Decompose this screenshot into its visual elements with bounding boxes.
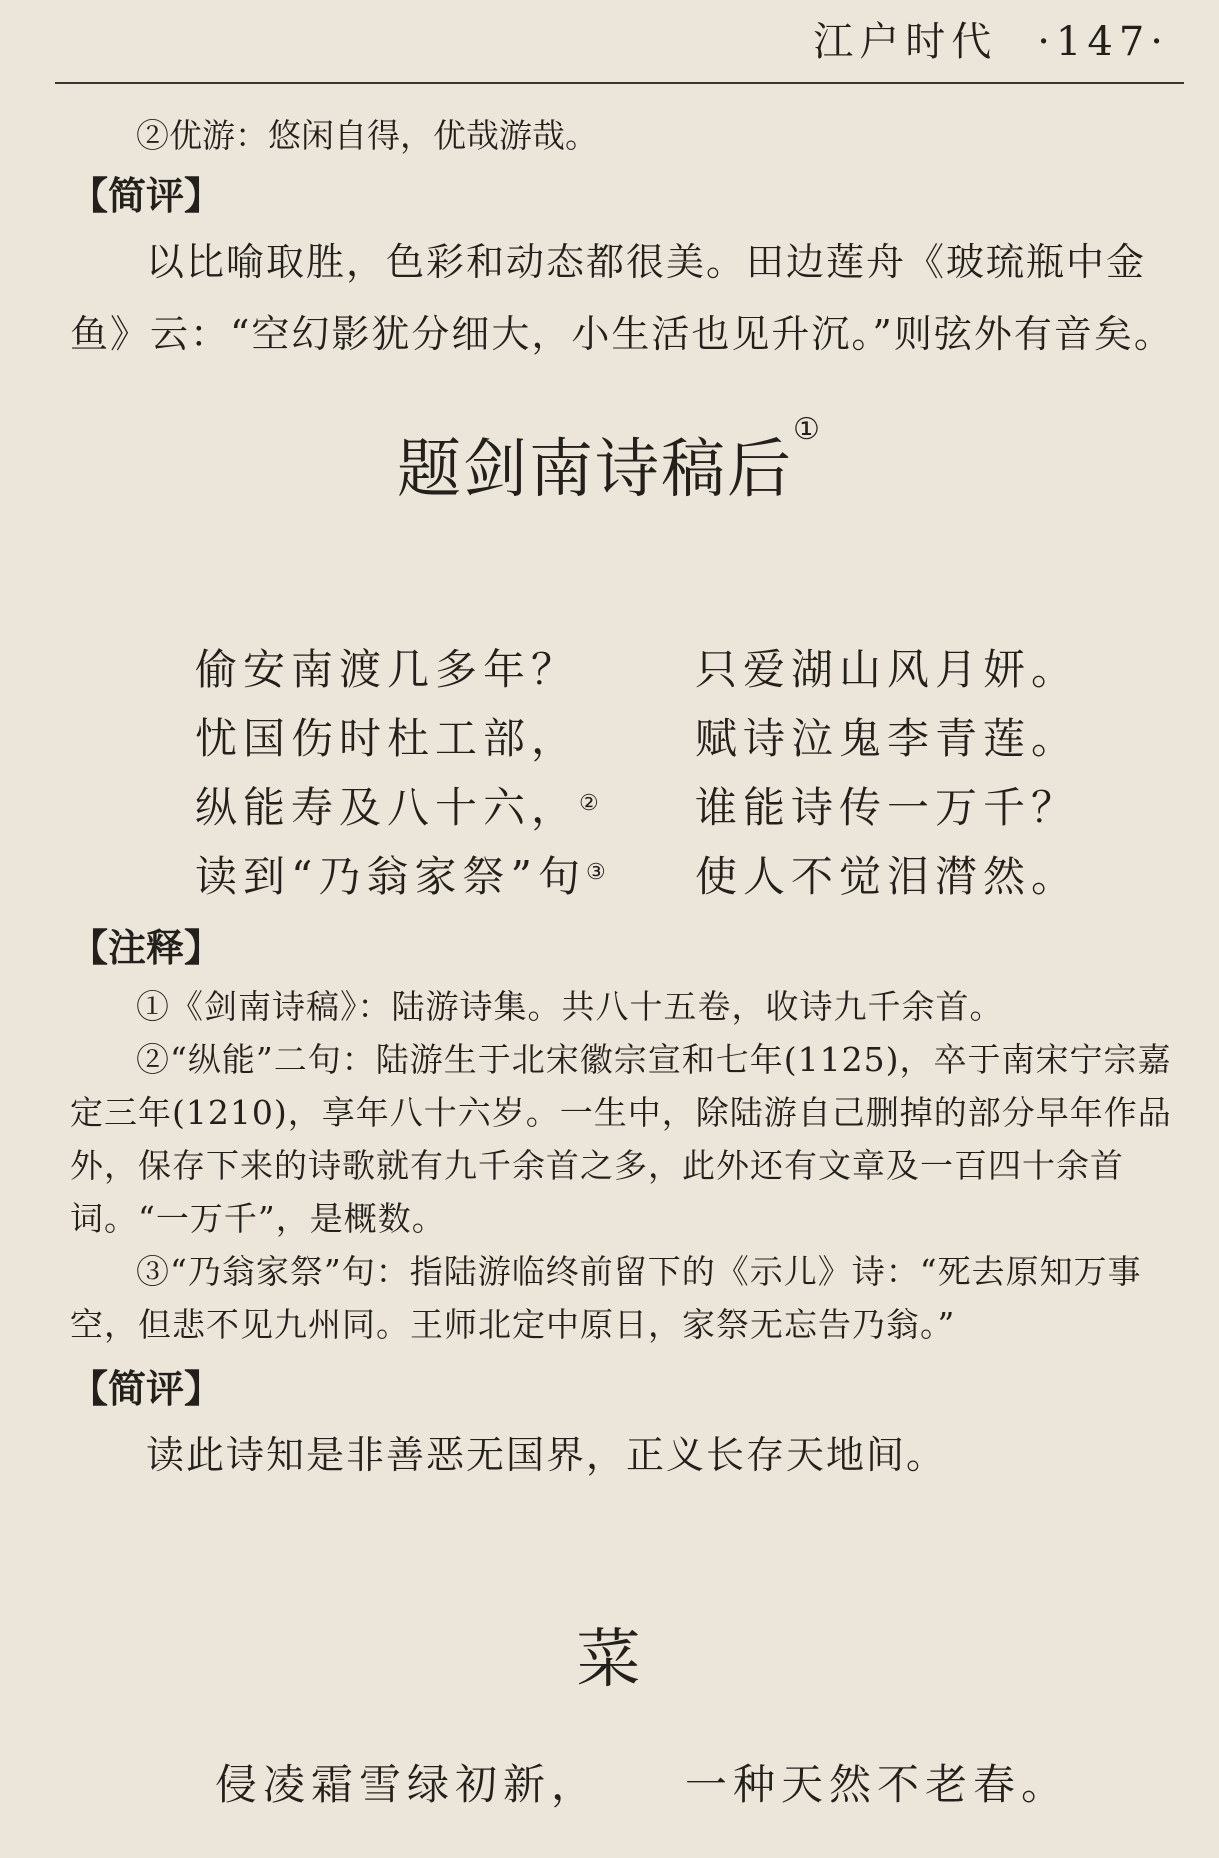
comment-heading: 【简评】 xyxy=(70,174,223,218)
page-number: ·147· xyxy=(1037,19,1169,65)
poem-line-first-half: 读到“乃翁家祭”句 xyxy=(195,852,586,901)
note-3: ③“乃翁家祭”句：指陆游临终前留下的《示儿》诗：“死去原知万事空，但悲不见九州同。王师北定中原日，家祭无忘告乃翁。” xyxy=(70,1252,1142,1344)
poem-line-first-half: 纵能寿及八十六， xyxy=(195,783,580,832)
poem-line xyxy=(215,1750,1115,1819)
poem-line-first-half: 侵凌霜雪绿初新， xyxy=(215,1760,600,1809)
poem-line-second-half: 谁能诗传一万千？ xyxy=(695,783,1080,832)
poem-line-second-half: 一种天然不老春。 xyxy=(685,1760,1070,1809)
poem-line-second-half: 只爱湖山风月妍。 xyxy=(695,645,1080,694)
poem-line xyxy=(195,842,1095,911)
note-1: ①《剑南诗稿》：陆游诗集。共八十五卷，收诗九千余首。 xyxy=(136,987,1004,1026)
poem-line xyxy=(195,773,1095,842)
poem-title xyxy=(0,412,1219,510)
previous-entry xyxy=(70,108,1179,370)
poem-line xyxy=(195,704,1095,773)
poem-title-text: 菜 xyxy=(576,1623,643,1697)
chapter-title: 江户时代 xyxy=(813,19,998,65)
poem-line-second-half: 赋诗泣鬼李青莲。 xyxy=(695,714,1080,763)
comment-text: 读此诗知是非善恶无国界，正义长存天地间。 xyxy=(146,1433,947,1477)
footnote-mark: ③ xyxy=(585,860,612,885)
poem-line-second-half: 使人不觉泪潸然。 xyxy=(695,852,1080,901)
poem-line xyxy=(195,635,1095,704)
header-rule xyxy=(55,82,1184,84)
running-head xyxy=(813,10,1169,67)
notes-heading: 【注释】 xyxy=(70,926,223,970)
poem-title-text: 题剑南诗稿后 xyxy=(397,433,794,507)
poem-body xyxy=(215,1750,1115,1819)
poem-line-first-half: 偷安南渡几多年？ xyxy=(195,645,580,694)
footnote-mark: ② xyxy=(579,791,605,816)
note-2: ②“纵能”二句：陆游生于北宋徽宗宣和七年(1125)，卒于南宋宁宗嘉定三年(1210)，享年八十六岁。一生中，除陆游自己删掉的部分早年作品外，保存下来的诗歌就有九千余首之多，此外还有文章及一百四十余首词。“一万千”，是概数。 xyxy=(70,1040,1172,1238)
footnote-2-previous: ②优游：悠闲自得，优哉游哉。 xyxy=(136,116,598,155)
notes-section xyxy=(70,922,1179,1491)
comment-text: 以比喻取胜，色彩和动态都很美。田边莲舟《玻琉瓶中金鱼》云：“空幻影犹分细大，小生活也见升沉。”则弦外有音矣。 xyxy=(70,240,1174,356)
poem-line-first-half: 忧国伤时杜工部， xyxy=(195,714,580,763)
poem-title-footnote-mark: ① xyxy=(793,412,822,447)
poem-title xyxy=(0,1608,1219,1700)
comment-heading: 【简评】 xyxy=(70,1367,223,1411)
poem-body xyxy=(195,635,1095,911)
